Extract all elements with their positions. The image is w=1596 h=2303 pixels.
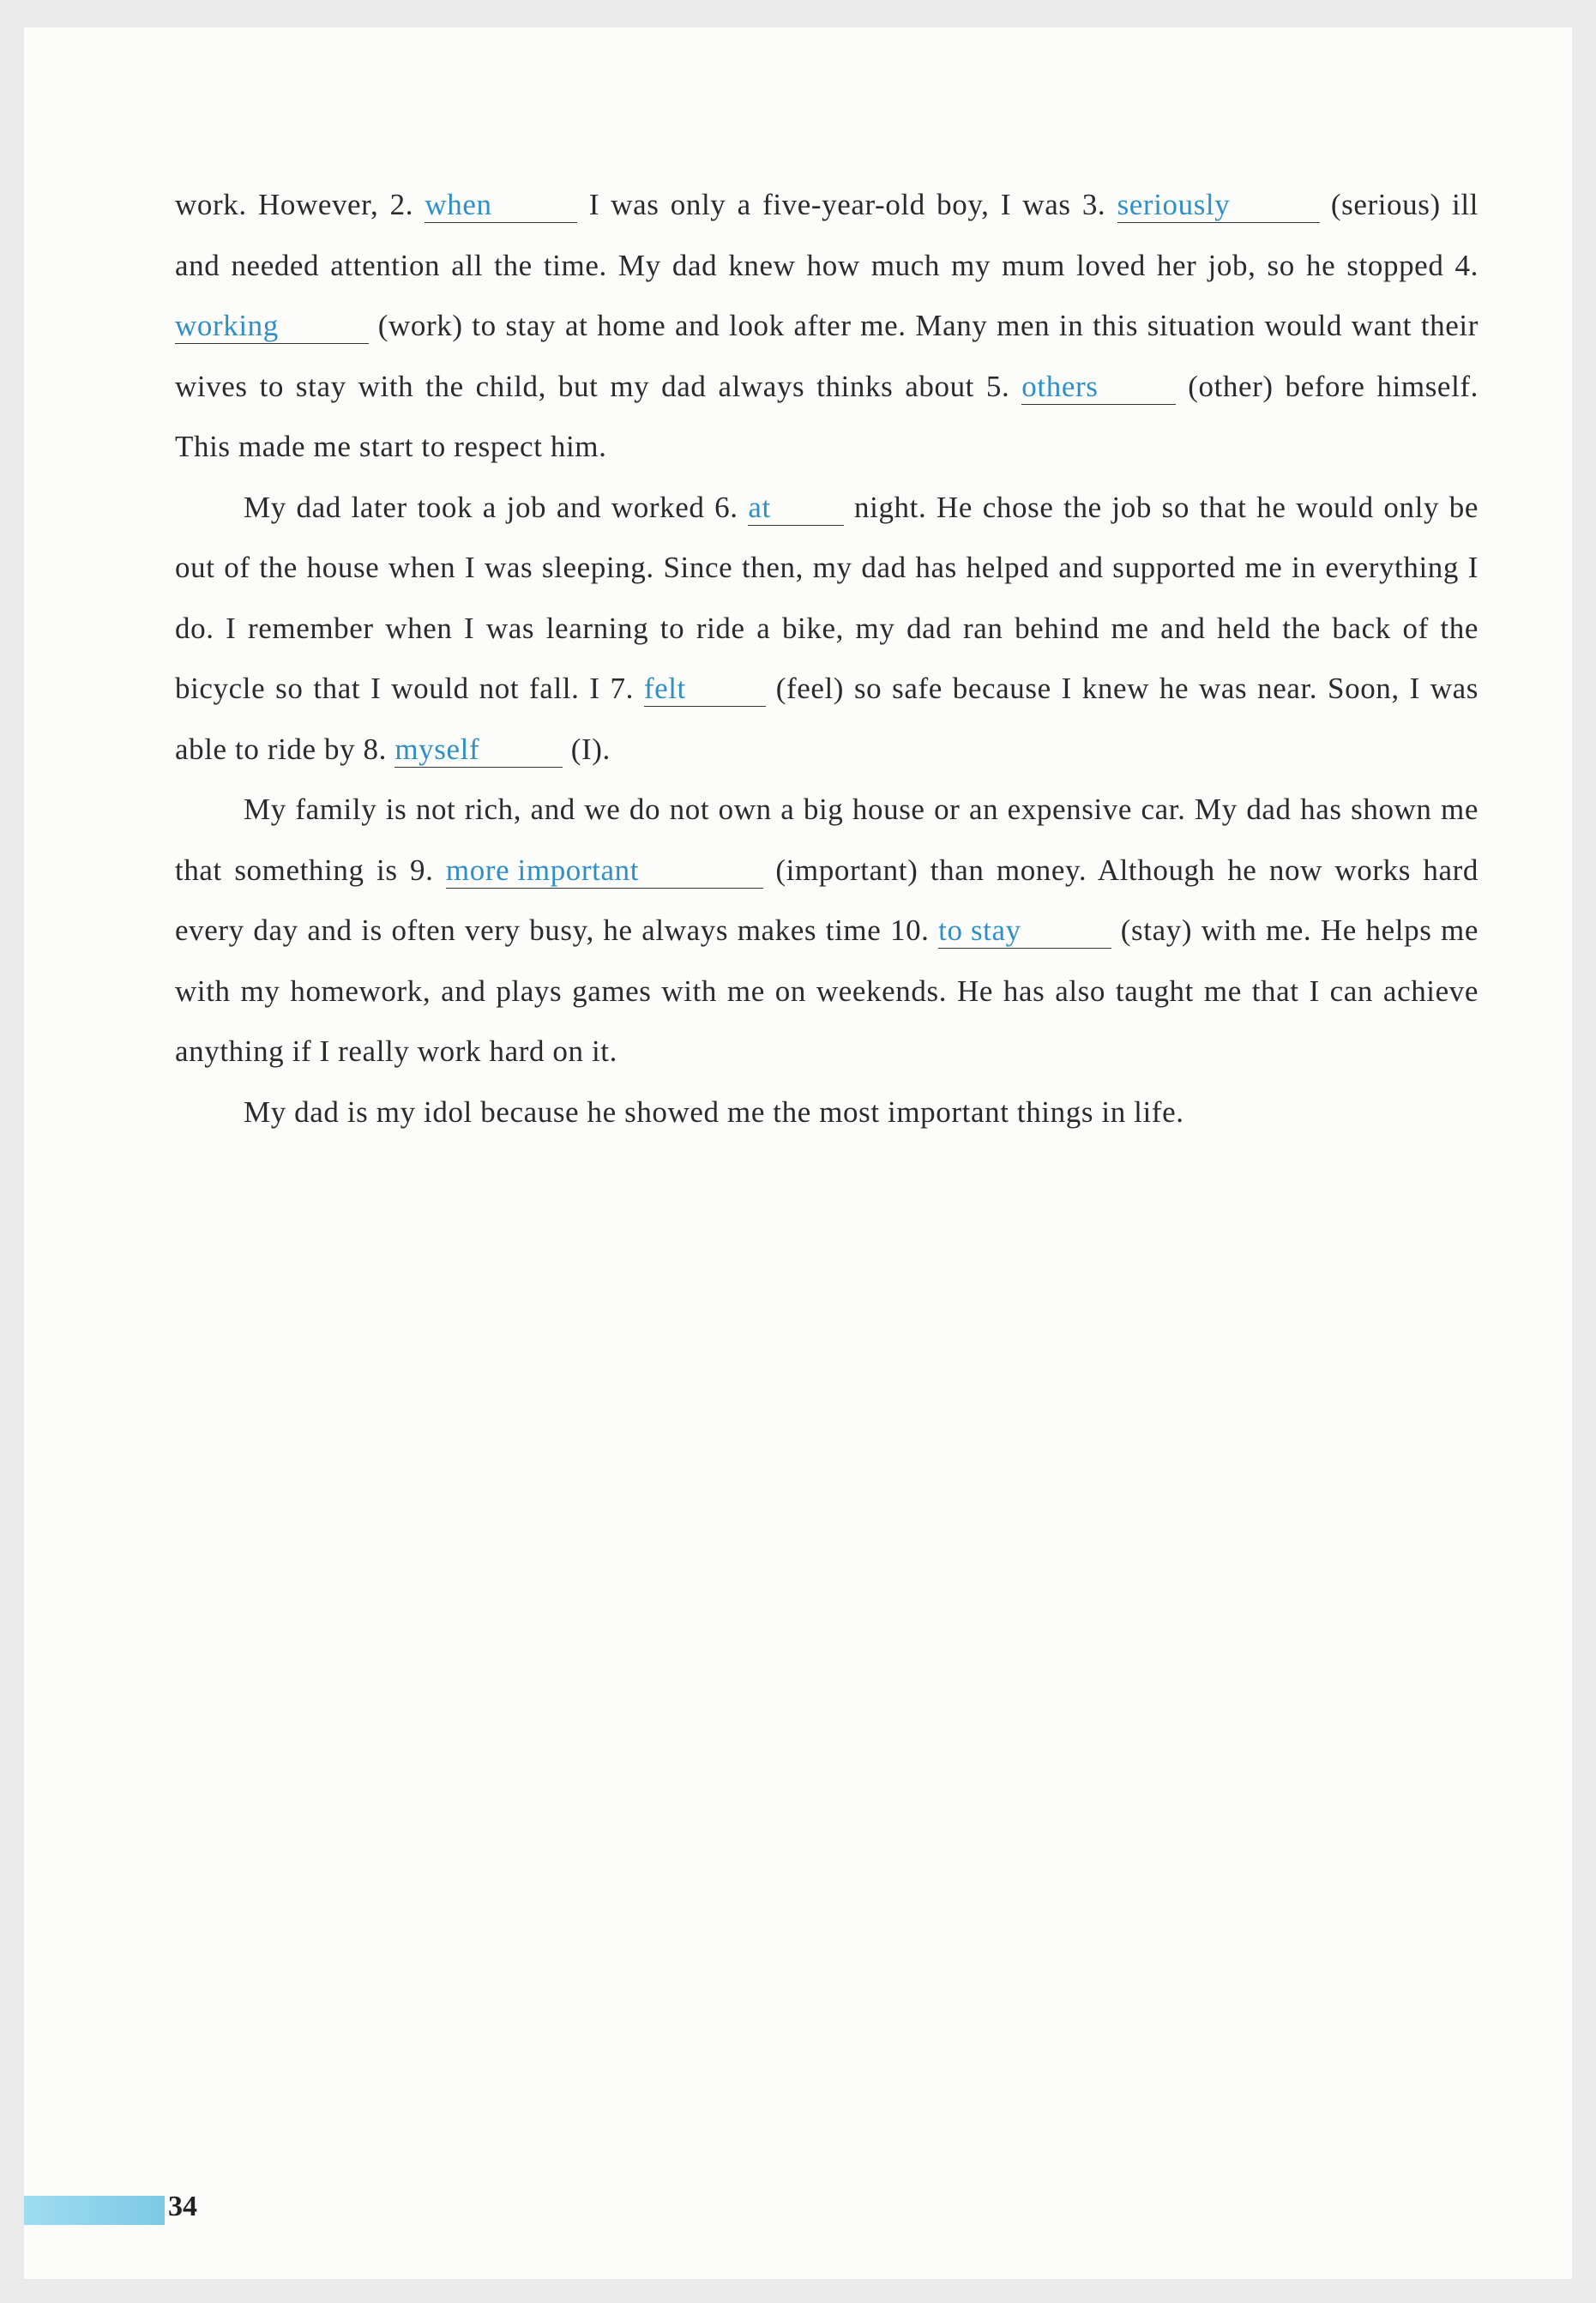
passage-segment: work. However, 2. bbox=[175, 188, 425, 221]
answer-blank: when bbox=[425, 188, 577, 223]
paragraph-4 bbox=[175, 1082, 1479, 1143]
passage-segment: My family is not rich, and we do not own a big house or an expensive car. My dad has shown me that something is 9. bbox=[175, 793, 1479, 887]
passage-segment: (other) before himself. This made me start to respect him. bbox=[175, 369, 1479, 463]
answer-blank: more important bbox=[446, 853, 763, 889]
passage-segment: (work) to stay at home and look after me. Many men in this situation would want their wives to stay with the child, but my dad always thinks about 5. bbox=[175, 309, 1479, 403]
answer-blank: myself bbox=[394, 732, 563, 768]
paragraph-1 bbox=[175, 175, 1479, 478]
passage-segment: (I). bbox=[563, 732, 611, 766]
passage-segment: (feel) so safe because I knew he was near. Soon, I was able to ride by 8. bbox=[175, 672, 1479, 766]
answer-blank: felt bbox=[644, 672, 766, 707]
page-number: 34 bbox=[168, 2191, 197, 2222]
answer-blank: working bbox=[175, 309, 369, 344]
paragraph-2 bbox=[175, 478, 1479, 781]
passage-segment: (serious) ill and needed attention all the time. My dad knew how much my mum loved her job, so he stopped 4. bbox=[175, 188, 1479, 282]
answer-blank: seriously bbox=[1117, 188, 1320, 223]
passage-segment: I was only a five-year-old boy, I was 3. bbox=[577, 188, 1117, 221]
passage-segment: (stay) with me. He helps me with my homework, and plays games with me on weekends. He has also taught me that I can achieve anything if I really work hard on it. bbox=[175, 913, 1479, 1068]
passage-segment: night. He chose the job so that he would only be out of the house when I was sleeping. Since then, my dad has helped and supported me in everything I do. I remember when I was learning to ride a bike, my dad ran behind me and held the back of the bicycle so that I would not fall. I 7. bbox=[175, 490, 1479, 705]
paragraph-3 bbox=[175, 780, 1479, 1082]
book-page bbox=[24, 27, 1572, 2279]
passage-segment: My dad later took a job and worked 6. bbox=[244, 490, 749, 524]
passage-segment: (important) than money. Although he now works hard every day and is often very busy, he always makes time 10. bbox=[175, 853, 1479, 947]
answer-blank: others bbox=[1021, 370, 1176, 405]
answer-blank: at bbox=[748, 491, 844, 526]
answer-blank: to stay bbox=[938, 913, 1111, 949]
passage-segment: My dad is my idol because he showed me the most important things in life. bbox=[244, 1094, 1184, 1129]
page-number-tab bbox=[24, 2196, 165, 2225]
passage-text bbox=[175, 175, 1479, 1142]
